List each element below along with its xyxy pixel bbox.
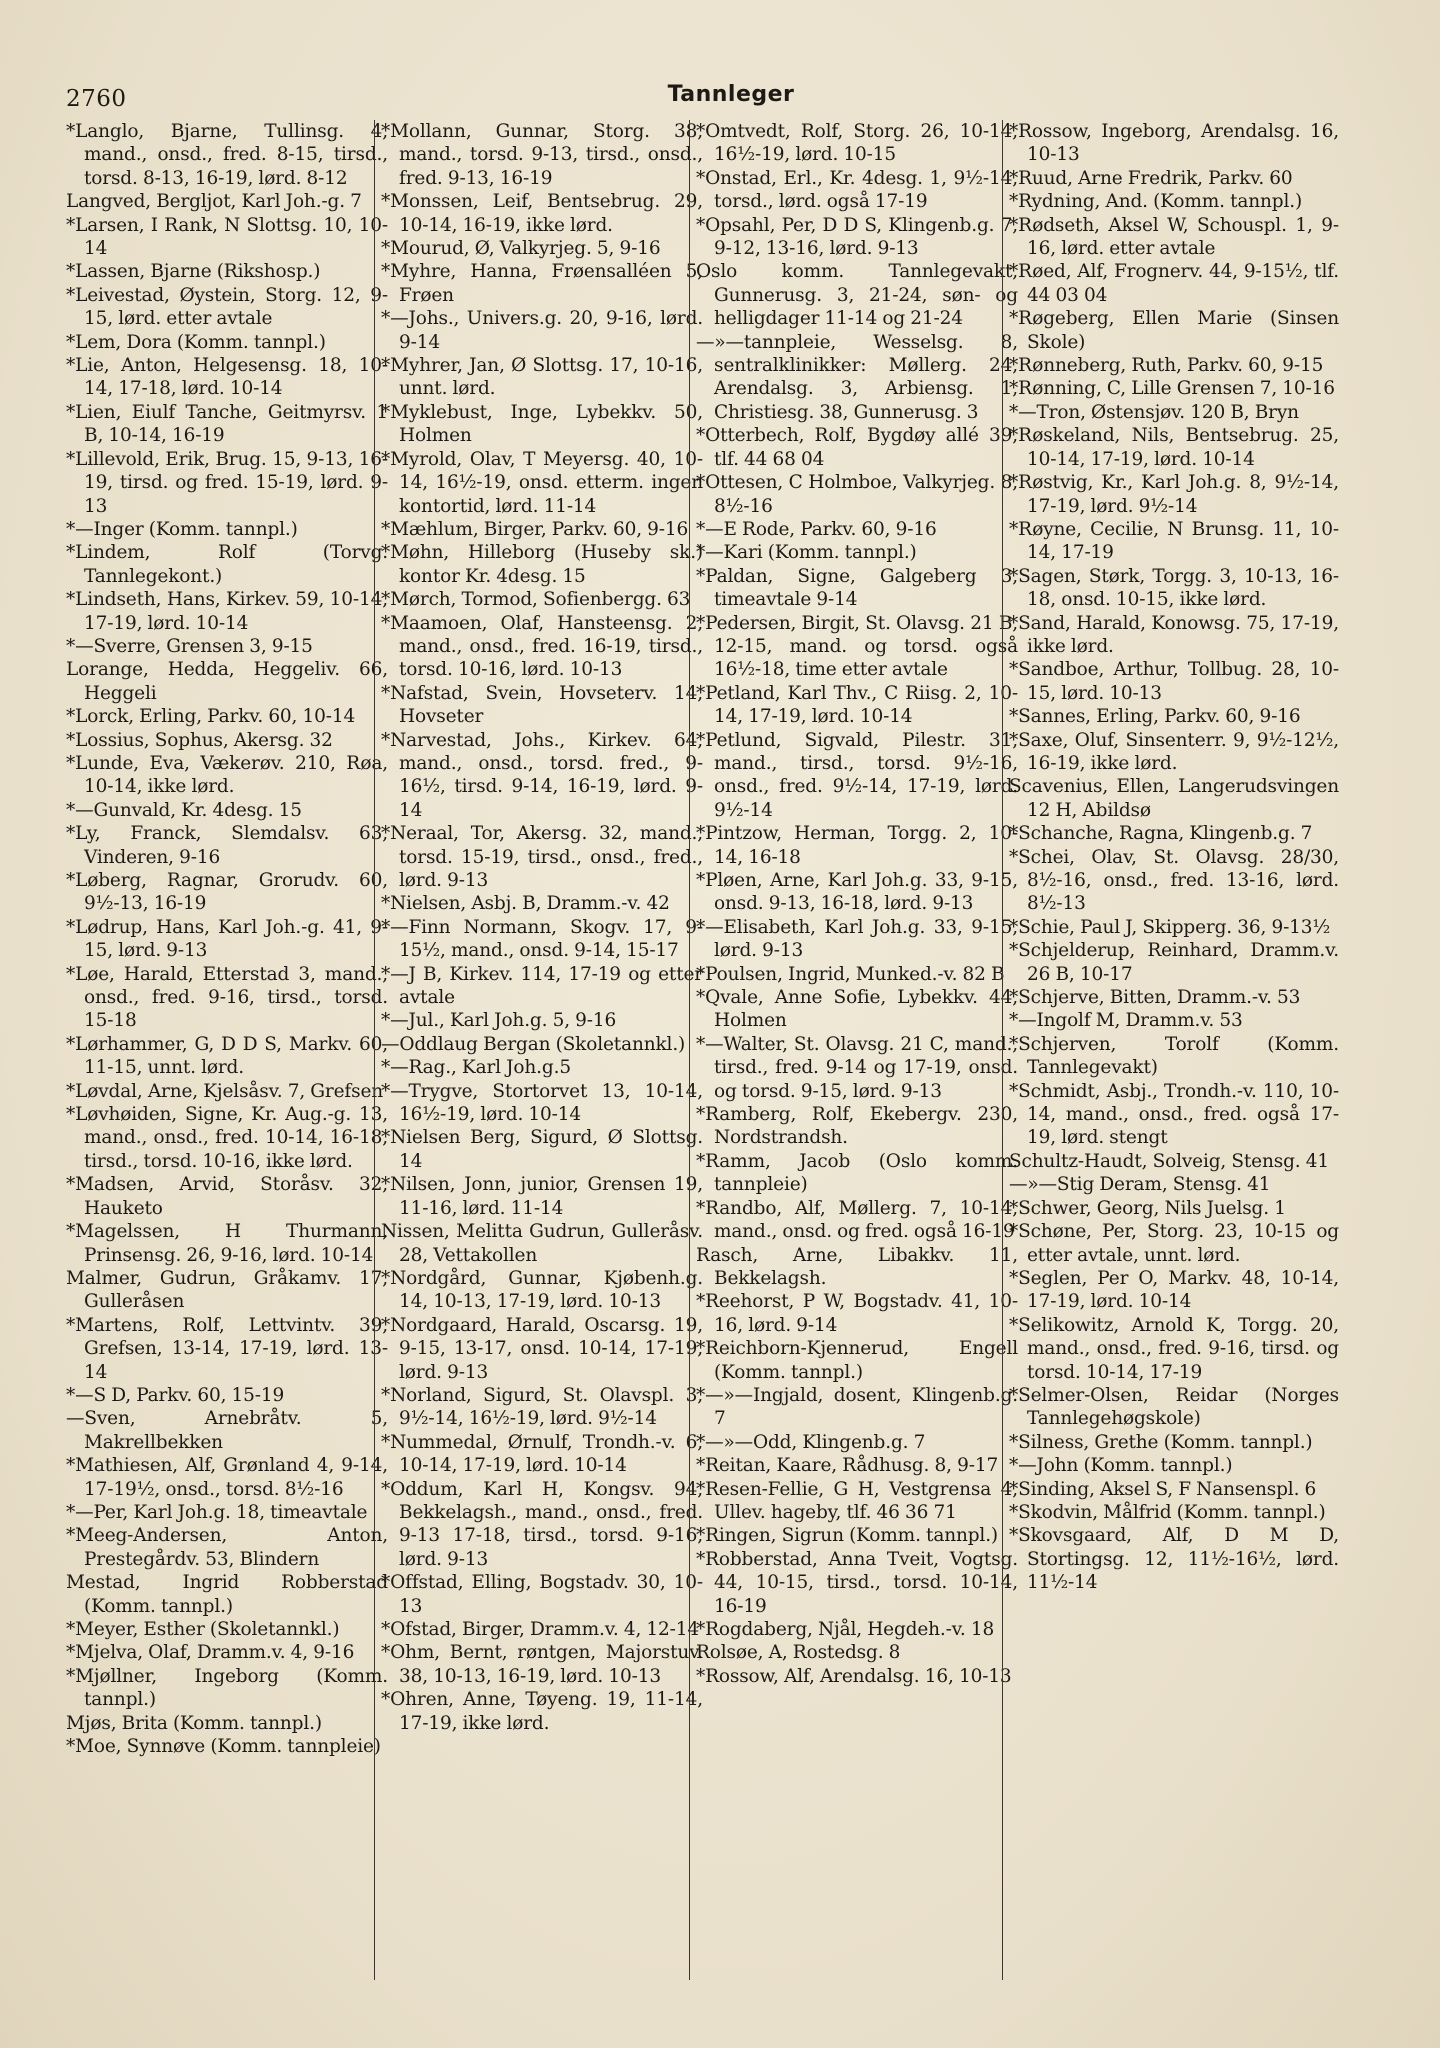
listing-entry: *Moe, Synnøve (Komm. tannpleie): [66, 1736, 381, 1758]
listing-entry: *Løvdal, Arne, Kjelsåsv. 7, Grefsen: [66, 1080, 384, 1102]
listing-entry: *Lindseth, Hans, Kirkev. 59, 10-14, 17-19, lørd. 10-14: [66, 589, 388, 634]
section-title: Tannleger: [667, 82, 795, 107]
listing-entry: *Schei, Olav, St. Olavsg. 28/30, 8½-16, onsd., fred. 13-16, lørd. 8½-13: [1009, 846, 1339, 915]
listing-entry: *Nordgaard, Harald, Oscarsg. 19, 9-15, 13-17, onsd. 10-14, 17-19, lørd. 9-13: [381, 1314, 703, 1383]
listing-entry: *Schie, Paul J, Skipperg. 36, 9-13½: [1009, 916, 1331, 938]
listing-entry: *—Finn Normann, Skogv. 17, 9-15½, mand., onsd. 9-14, 15-17: [381, 916, 703, 962]
listing-entry: *Nilsen, Jonn, junior, Grensen 19, 11-16, lørd. 11-14: [381, 1174, 703, 1219]
listing-entry: *Røgeberg, Ellen Marie (Sinsen Skole): [1009, 308, 1339, 353]
column-1: [66, 120, 388, 1980]
listing-entry: *—Elisabeth, Karl Joh.g. 33, 9-15, lørd. 9-13: [696, 916, 1018, 962]
listing-entry: *Lunde, Eva, Vækerøv. 210, Røa, 10-14, ikke lørd.: [66, 752, 388, 798]
listing-entry: *—S D, Parkv. 60, 15-19: [66, 1384, 285, 1406]
listing-entry: *Mæhlum, Birger, Parkv. 60, 9-16: [381, 518, 689, 540]
listing-entry: *Paldan, Signe, Galgeberg 3, timeavtale 9-14: [696, 565, 1018, 611]
listing-entry: *Pintzow, Herman, Torgg. 2, 10-14, 16-18: [696, 823, 1018, 868]
listing-entry: *Opsahl, Per, D D S, Klingenb.g. 7, 9-12, 13-16, lørd. 9-13: [696, 214, 1018, 260]
listing-entry: *Rydning, And. (Komm. tannpl.): [1009, 191, 1303, 213]
listing-entry: *Schmidt, Asbj., Trondh.-v. 110, 10-14, mand., onsd., fred. også 17-19, lørd. stengt: [1009, 1080, 1339, 1149]
listing-entry: *Lien, Eiulf Tanche, Geitmyrsv. 1 B, 10-14, 16-19: [66, 401, 388, 447]
listing-entry: *Poulsen, Ingrid, Munked.-v. 82 B: [696, 963, 1005, 985]
listing-entry: *Maamoen, Olaf, Hansteensg. 2, mand., onsd., fred. 16-19, tirsd., torsd. 10-16, lørd. 10-13: [381, 612, 703, 681]
listing-entry: *Ramberg, Rolf, Ekebergv. 230, Nordstrandsh.: [696, 1104, 1018, 1149]
listing-entry: Scavenius, Ellen, Langerudsvingen 12 H, Abildsø: [1009, 776, 1339, 821]
listing-entry: *Otterbech, Rolf, Bygdøy allé 39, tlf. 44 68 04: [696, 425, 1018, 470]
listing-entry: *Schwer, Georg, Nils Juelsg. 1: [1009, 1197, 1286, 1219]
listing-entry: *Leivestad, Øystein, Storg. 12, 9-15, lørd. etter avtale: [66, 284, 388, 330]
listing-entry: *—E Rode, Parkv. 60, 9-16: [696, 518, 937, 540]
listing-entry: *Ringen, Sigrun (Komm. tannpl.): [696, 1525, 998, 1547]
listing-entry: *Mathiesen, Alf, Grønland 4, 9-14, 17-19½, onsd., torsd. 8½-16: [66, 1455, 388, 1500]
listing-entry: *Meeg-Andersen, Anton, Prestegårdv. 53, Blindern: [66, 1525, 388, 1570]
listing-entry: *Rossow, Ingeborg, Arendalsg. 16, 10-13: [1009, 121, 1339, 166]
listing-entry: Nissen, Melitta Gudrun, Gulleråsv. 28, Vettakollen: [381, 1221, 703, 1266]
listing-entry: *Ohm, Bernt, røntgen, Majorstuv. 38, 10-13, 16-19, lørd. 10-13: [381, 1642, 703, 1687]
listing-entry: *Lassen, Bjarne (Rikshosp.): [66, 261, 321, 283]
listing-entry: *Selikowitz, Arnold K, Torgg. 20, mand., onsd., fred. 9-16, tirsd. og torsd. 10-14, 17-19: [1009, 1314, 1339, 1383]
listing-entry: *Larsen, I Rank, N Slottsg. 10, 10-14: [66, 214, 388, 260]
column-3: [689, 120, 1018, 1980]
listing-entry: *Sagen, Størk, Torgg. 3, 10-13, 16-18, onsd. 10-15, ikke lørd.: [1009, 565, 1339, 611]
listing-entry: *—Kari (Komm. tannpl.): [696, 542, 917, 564]
listing-entry: *—Inger (Komm. tannpl.): [66, 518, 298, 540]
listing-entry: *Ofstad, Birger, Dramm.v. 4, 12-14: [381, 1619, 699, 1640]
listing-entry: *Schjerven, Torolf (Komm. Tannlegevakt): [1009, 1033, 1339, 1079]
listing-entry: *Schøne, Per, Storg. 23, 10-15 og etter avtale, unnt. lørd.: [1009, 1221, 1339, 1266]
listing-entry: *Rønning, C, Lille Grensen 7, 10-16: [1009, 378, 1335, 400]
listing-entry: *Rossow, Alf, Arendalsg. 16, 10-13: [696, 1665, 1012, 1687]
listing-entry: *Pløen, Arne, Karl Joh.g. 33, 9-15, onsd. 9-13, 16-18, lørd. 9-13: [696, 870, 1018, 915]
listing-entry: *—»—Odd, Klingenb.g. 7: [696, 1431, 926, 1453]
listing-entry: *Lem, Dora (Komm. tannpl.): [66, 331, 326, 353]
listing-entry: *Røyne, Cecilie, N Brunsg. 11, 10-14, 17-19: [1009, 518, 1339, 564]
listing-entry: Rasch, Arne, Libakkv. 11, Bekkelagsh.: [696, 1244, 1018, 1289]
listing-entry: *Mjelva, Olaf, Dramm.v. 4, 9-16: [66, 1642, 355, 1664]
listing-entry: *Lødrup, Hans, Karl Joh.-g. 41, 9-15, lørd. 9-13: [66, 916, 388, 962]
listing-entry: *Myhrer, Jan, Ø Slottsg. 17, 10-16, unnt. lørd.: [381, 355, 703, 400]
listing-entry: *Rønneberg, Ruth, Parkv. 60, 9-15: [1009, 355, 1324, 377]
listing-entry: *Lorck, Erling, Parkv. 60, 10-14: [66, 706, 356, 728]
listing-entry: *Løberg, Ragnar, Grorudv. 60, 9½-13, 16-19: [66, 870, 388, 915]
listing-entry: *Offstad, Elling, Bogstadv. 30, 10-13: [381, 1572, 703, 1617]
listing-entry: *—»—Ingjald, dosent, Klingenb.g. 7: [696, 1384, 1018, 1430]
listing-entry: *Resen-Fellie, G H, Vestgrensa 4, Ullev. hageby, tlf. 46 36 71: [696, 1478, 1018, 1523]
listing-entry: *Sinding, Aksel S, F Nansenspl. 6: [1009, 1478, 1317, 1500]
listing-entry: *Nielsen Berg, Sigurd, Ø Slottsg. 14: [381, 1127, 703, 1172]
listing-entry: *Saxe, Oluf, Sinsenterr. 9, 9½-12½, 16-19, ikke lørd.: [1009, 729, 1339, 774]
listing-entry: *Nummedal, Ørnulf, Trondh.-v. 6, 10-14, 17-19, lørd. 10-14: [381, 1431, 703, 1477]
listing-entry: *Myhre, Hanna, Frøensalléen 5, Frøen: [381, 261, 703, 306]
listing-entry: *Sannes, Erling, Parkv. 60, 9-16: [1009, 706, 1301, 728]
listing-entry: *Meyer, Esther (Skoletannkl.): [66, 1619, 340, 1640]
page-number: 2760: [66, 86, 127, 112]
listing-entry: *Ly, Franck, Slemdalsv. 63, Vinderen, 9-16: [66, 823, 388, 868]
listing-entry: *Seglen, Per O, Markv. 48, 10-14, 17-19, lørd. 10-14: [1009, 1267, 1339, 1313]
listing-entry: *Sandboe, Arthur, Tollbug. 28, 10-15, lørd. 10-13: [1009, 659, 1339, 704]
listing-entry: *Schjelderup, Reinhard, Dramm.v. 26 B, 10-17: [1009, 940, 1339, 985]
listing-entry: *Sand, Harald, Konowsg. 75, 17-19, ikke lørd.: [1009, 612, 1339, 657]
listing-entry: Schultz-Haudt, Solveig, Stensg. 41: [1009, 1150, 1329, 1172]
listing-entry: *—Walter, St. Olavsg. 21 C, mand., tirsd., fred. 9-14 og 17-19, onsd. og torsd. 9-15, lørd. 9-13: [696, 1033, 1018, 1102]
listing-entry: *Petlund, Sigvald, Pilestr. 31, mand., tirsd., torsd. 9½-16, onsd., fred. 9½-14, 17-19, lørd. 9½-14: [696, 729, 1018, 821]
listing-entry: *Mjøllner, Ingeborg (Komm. tannpl.): [66, 1665, 388, 1711]
listing-entry: *Ottesen, C Holmboe, Valkyrjeg. 8, 8½-16: [696, 472, 1018, 517]
listing-entry: *Langlo, Bjarne, Tullinsg. 4, mand., onsd., fred. 8-15, tirsd., torsd. 8-13, 16-19, lørd. 8-12: [66, 121, 388, 189]
listing-entry: *Onstad, Erl., Kr. 4desg. 1, 9½-14, torsd., lørd. også 17-19: [696, 167, 1018, 213]
listing-entry: *Qvale, Anne Sofie, Lybekkv. 44, Holmen: [696, 987, 1018, 1032]
listing-columns: [66, 120, 1396, 1980]
listing-entry: *Martens, Rolf, Lettvintv. 39, Grefsen, 13-14, 17-19, lørd. 13-14: [66, 1314, 388, 1383]
listing-entry: *Schanche, Ragna, Klingenb.g. 7: [1009, 823, 1313, 845]
listing-entry: *Neraal, Tor, Akersg. 32, mand., torsd. 15-19, tirsd., onsd., fred., lørd. 9-13: [381, 823, 703, 891]
listing-entry: *—Jul., Karl Joh.g. 5, 9-16: [381, 1010, 617, 1032]
listing-entry: *—J B, Kirkev. 114, 17-19 og etter avtale: [381, 963, 703, 1009]
listing-entry: *Mourud, Ø, Valkyrjeg. 5, 9-16: [381, 238, 661, 260]
listing-entry: Mjøs, Brita (Komm. tannpl.): [66, 1712, 322, 1734]
listing-entry: *Monssen, Leif, Bentsebrug. 29, 10-14, 16-19, ikke lørd.: [381, 191, 703, 236]
listing-entry: *Schjerve, Bitten, Dramm.-v. 53: [1009, 987, 1301, 1009]
listing-entry: *Lossius, Sophus, Akersg. 32: [66, 729, 333, 751]
listing-entry: *Rødseth, Aksel W, Schouspl. 1, 9-16, lørd. etter avtale: [1009, 214, 1339, 260]
listing-entry: *Løe, Harald, Etterstad 3, mand., onsd., fred. 9-16, tirsd., torsd. 15-18: [66, 963, 388, 1032]
listing-entry: *Skodvin, Målfrid (Komm. tannpl.): [1009, 1501, 1326, 1523]
listing-entry: Oslo komm. Tannlegevakt, Gunnerusg. 3, 21-24, søn- og helligdager 11-14 og 21-24: [696, 261, 1018, 330]
listing-entry: *Narvestad, Johs., Kirkev. 64, mand., onsd., torsd. fred., 9-16½, tirsd. 9-14, 16-19, lørd. 9-14: [381, 729, 703, 821]
listing-entry: *—Trygve, Stortorvet 13, 10-14, 16½-19, lørd. 10-14: [381, 1080, 703, 1126]
listing-entry: *Magelssen, H Thurmann, Prinsensg. 26, 9-16, lørd. 10-14: [66, 1221, 388, 1266]
listing-entry: Lorange, Hedda, Heggeliv. 66, Heggeli: [66, 659, 388, 704]
column-2: [374, 120, 703, 1980]
listing-entry: *Ohren, Anne, Tøyeng. 19, 11-14, 17-19, ikke lørd.: [381, 1689, 703, 1734]
listing-entry: Rolsøe, A, Rostedsg. 8: [696, 1642, 901, 1664]
listing-entry: —»—Stig Deram, Stensg. 41: [1009, 1174, 1271, 1196]
page-header: [66, 80, 1396, 120]
listing-entry: *Røed, Alf, Frognerv. 44, 9-15½, tlf. 44 03 04: [1009, 261, 1339, 306]
listing-entry: *Mollann, Gunnar, Storg. 38, mand., torsd. 9-13, tirsd., onsd., fred. 9-13, 16-19: [381, 121, 703, 189]
listing-entry: *Reehorst, P W, Bogstadv. 41, 10-16, lørd. 9-14: [696, 1291, 1018, 1336]
listing-entry: Mestad, Ingrid Robberstad (Komm. tannpl.): [66, 1572, 388, 1617]
listing-entry: Langved, Bergljot, Karl Joh.-g. 7: [66, 191, 362, 213]
column-4: [1002, 120, 1339, 1980]
listing-entry: *Mørch, Tormod, Sofienbergg. 63: [381, 589, 691, 611]
listing-entry: *Oddum, Karl H, Kongsv. 94, Bekkelagsh., mand., onsd., fred. 9-13 17-18, tirsd., torsd. 9-16, lørd. 9-13: [381, 1478, 703, 1570]
listing-entry: *Selmer-Olsen, Reidar (Norges Tannlegehøgskole): [1009, 1384, 1339, 1430]
listing-entry: —Sven, Arnebråtv. 5, Makrellbekken: [66, 1408, 388, 1453]
listing-entry: *Myklebust, Inge, Lybekkv. 50, Holmen: [381, 401, 703, 447]
listing-entry: *—Per, Karl Joh.g. 18, timeavtale: [66, 1501, 368, 1523]
listing-entry: —»—tannpleie, Wesselsg. 8, sentralklinikker: Møllerg. 24, Arendalsg. 3, Arbiensg. 1, Christiesg. 38, Gunnerusg. 3: [696, 331, 1018, 423]
listing-entry: *Møhn, Hilleborg (Huseby sk.) kontor Kr. 4desg. 15: [381, 542, 703, 587]
listing-entry: Malmer, Gudrun, Gråkamv. 17, Gulleråsen: [66, 1267, 388, 1313]
listing-entry: *Løvhøiden, Signe, Kr. Aug.-g. 13, mand., onsd., fred. 10-14, 16-18, tirsd., torsd. 10-16, ikke lørd.: [66, 1104, 388, 1172]
listing-entry: *Nordgård, Gunnar, Kjøbenh.g. 14, 10-13, 17-19, lørd. 10-13: [381, 1267, 703, 1313]
listing-entry: *Ruud, Arne Fredrik, Parkv. 60: [1009, 167, 1293, 189]
listing-entry: *—Tron, Østensjøv. 120 B, Bryn: [1009, 401, 1299, 423]
listing-entry: *—Gunvald, Kr. 4desg. 15: [66, 799, 302, 821]
listing-entry: *Omtvedt, Rolf, Storg. 26, 10-14, 16½-19, lørd. 10-15: [696, 121, 1018, 166]
listing-entry: *Lindem, Rolf (Torvg. Tannlegekont.): [66, 542, 388, 587]
listing-entry: *—Johs., Univers.g. 20, 9-16, lørd. 9-14: [381, 308, 703, 353]
listing-entry: *—Rag., Karl Joh.g.5: [381, 1057, 571, 1079]
listing-entry: *Pedersen, Birgit, St. Olavsg. 21 B, 12-15, mand. og torsd. også 16½-18, time etter avtale: [696, 612, 1018, 681]
listing-entry: *Madsen, Arvid, Storåsv. 32, Hauketo: [66, 1174, 388, 1219]
listing-entry: —Oddlaug Bergan (Skoletannkl.): [381, 1033, 686, 1055]
listing-entry: *Robberstad, Anna Tveit, Vogtsg. 44, 10-15, tirsd., torsd. 10-14, 16-19: [696, 1548, 1018, 1617]
listing-entry: *Rogdaberg, Njål, Hegdeh.-v. 18: [696, 1619, 995, 1640]
listing-entry: *Reitan, Kaare, Rådhusg. 8, 9-17: [696, 1455, 999, 1477]
listing-entry: *Reichborn-Kjennerud, Engell (Komm. tannpl.): [696, 1338, 1018, 1383]
listing-entry: *Ramm, Jacob (Oslo komm. tannpleie): [696, 1150, 1018, 1196]
listing-entry: *Lie, Anton, Helgesensg. 18, 10-14, 17-18, lørd. 10-14: [66, 355, 388, 400]
listing-entry: *Silness, Grethe (Komm. tannpl.): [1009, 1431, 1313, 1453]
listing-entry: *Røskeland, Nils, Bentsebrug. 25, 10-14, 17-19, lørd. 10-14: [1009, 425, 1339, 470]
listing-entry: *—John (Komm. tannpl.): [1009, 1455, 1233, 1477]
listing-entry: *—Sverre, Grensen 3, 9-15: [66, 635, 313, 657]
listing-entry: *Randbo, Alf, Møllerg. 7, 10-14, mand., onsd. og fred. også 16-19: [696, 1197, 1018, 1243]
listing-entry: *Skovsgaard, Alf, D M D, Stortingsg. 12, 11½-16½, lørd. 11½-14: [1009, 1525, 1339, 1594]
listing-entry: *Lillevold, Erik, Brug. 15, 9-13, 16-19, tirsd. og fred. 15-19, lørd. 9-13: [66, 448, 388, 517]
listing-entry: *Nafstad, Svein, Hovseterv. 14, Hovseter: [381, 682, 703, 728]
listing-entry: *Nielsen, Asbj. B, Dramm.-v. 42: [381, 893, 670, 915]
listing-entry: *Petland, Karl Thv., C Riisg. 2, 10-14, 17-19, lørd. 10-14: [696, 682, 1018, 728]
listing-entry: *—Ingolf M, Dramm.v. 53: [1009, 1010, 1243, 1032]
listing-entry: *Myrold, Olav, T Meyersg. 40, 10-14, 16½-19, onsd. etterm. ingen kontortid, lørd. 11-14: [381, 448, 703, 517]
listing-entry: *Norland, Sigurd, St. Olavspl. 3, 9½-14, 16½-19, lørd. 9½-14: [381, 1384, 703, 1430]
listing-entry: *Røstvig, Kr., Karl Joh.g. 8, 9½-14, 17-19, lørd. 9½-14: [1009, 472, 1339, 517]
listing-entry: *Lørhammer, G, D D S, Markv. 60, 11-15, unnt. lørd.: [66, 1033, 388, 1079]
